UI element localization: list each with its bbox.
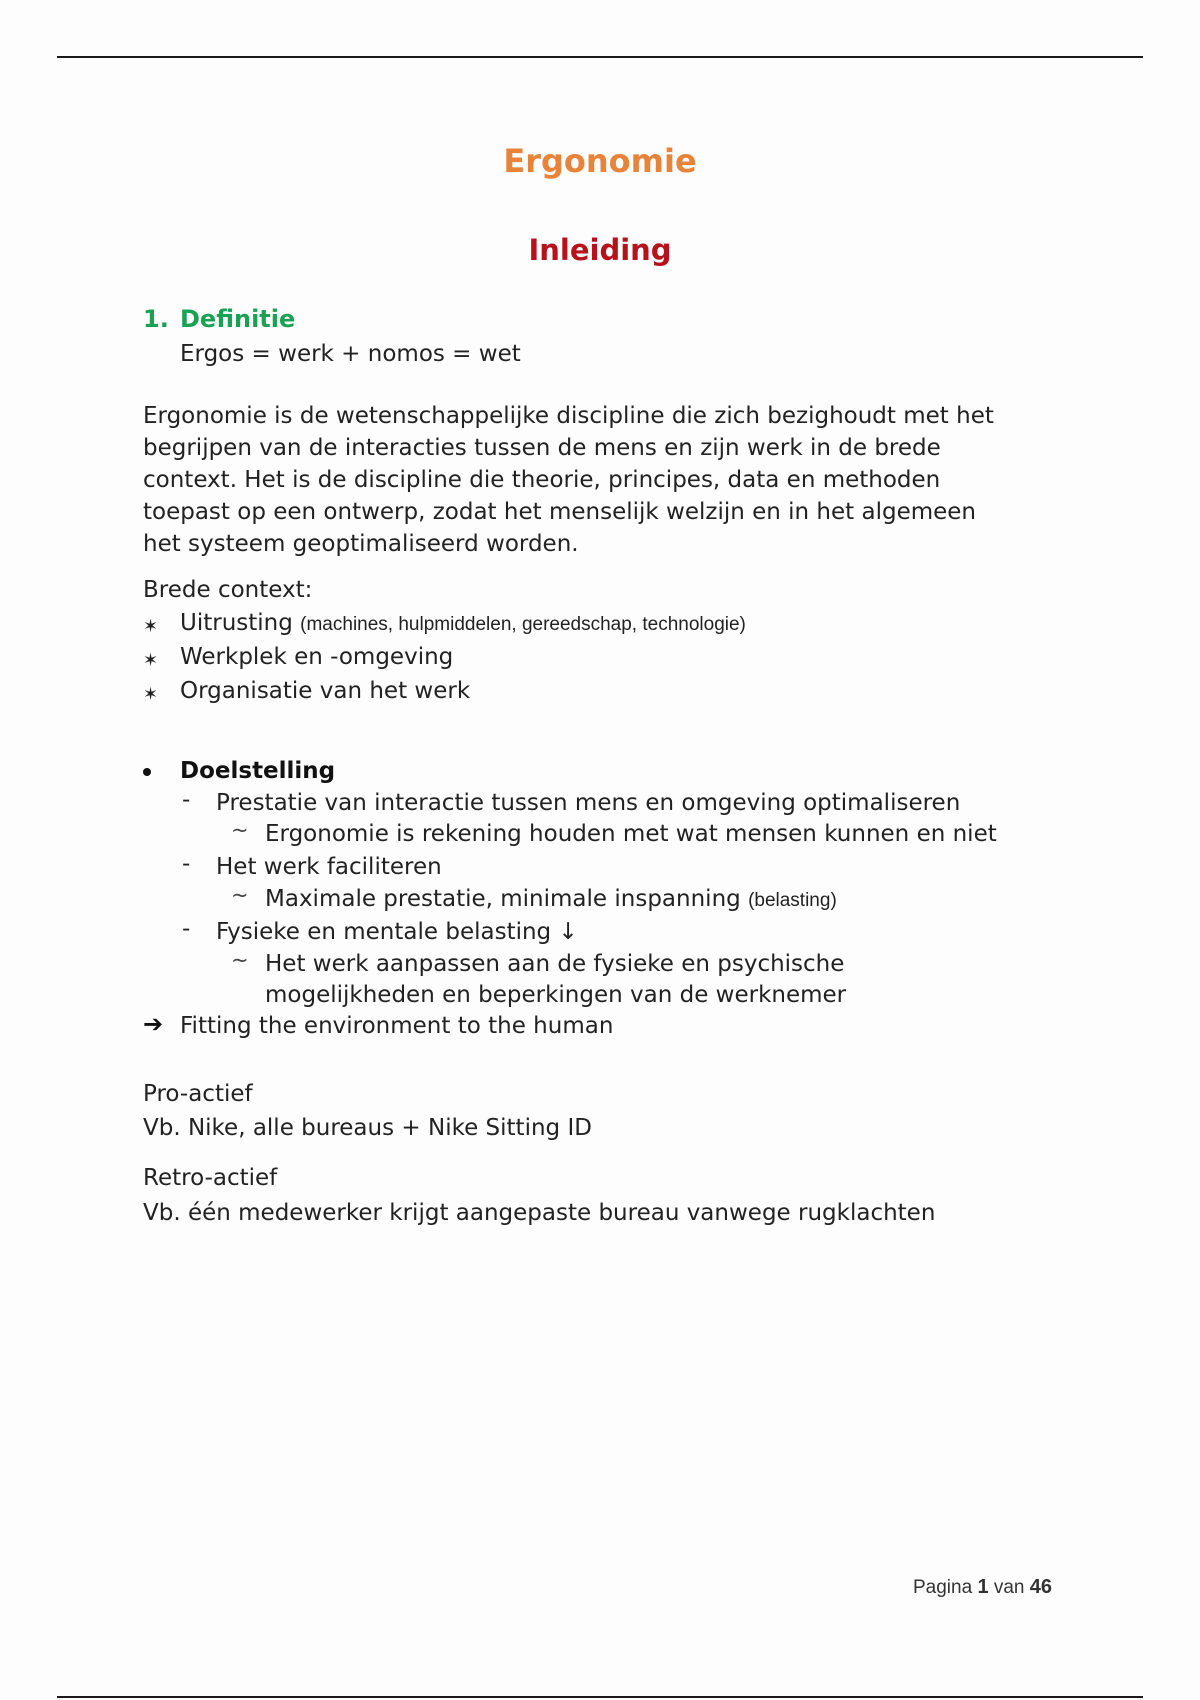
paragraph-line: context. Het is de discipline die theorie, principes, data en methoden xyxy=(143,467,941,493)
context-item-note: (machines, hulpmiddelen, gereedschap, technologie) xyxy=(300,614,746,635)
retroactive-example: Vb. één medewerker krijgt aangepaste bureau vanwege rugklachten xyxy=(143,1200,936,1226)
goal-subitem xyxy=(265,883,837,917)
tilde-bullet-icon: ~ xyxy=(231,818,249,842)
star-bullet-icon: ✶ xyxy=(143,684,159,705)
paragraph-line: begrijpen van de interacties tussen de mens en zijn werk in de brede xyxy=(143,435,941,461)
page-number xyxy=(913,1576,1052,1599)
goal-conclusion: Fitting the environment to the human xyxy=(180,1013,614,1039)
tilde-bullet-icon: ~ xyxy=(231,883,249,907)
paragraph-line: toepast op een ontwerp, zodat het menselijk welzijn en in het algemeen xyxy=(143,499,976,525)
current-page: 1 xyxy=(977,1576,989,1598)
goal-item: Fysieke en mentale belasting ↓ xyxy=(216,919,578,945)
context-item xyxy=(180,641,453,673)
etymology-line: Ergos = werk + nomos = wet xyxy=(180,341,521,367)
section-number: 1. xyxy=(143,305,169,333)
section-heading: Definitie xyxy=(180,305,296,333)
top-rule xyxy=(57,56,1143,58)
paragraph-line: het systeem geoptimaliseerd worden. xyxy=(143,531,579,557)
goal-subitem: Ergonomie is rekening houden met wat mensen kunnen en niet xyxy=(265,821,997,847)
goal-subitem-text: Maximale prestatie, minimale inspanning xyxy=(265,886,741,912)
paragraph-line: Ergonomie is de wetenschappelijke discipline die zich bezighoudt met het xyxy=(143,403,994,429)
tilde-bullet-icon: ~ xyxy=(231,948,249,972)
total-pages: 46 xyxy=(1029,1576,1053,1598)
star-bullet-icon: ✶ xyxy=(143,616,159,637)
definition-paragraph xyxy=(143,400,1063,560)
goal-subitem-note: (belasting) xyxy=(748,890,837,911)
dash-bullet-icon: - xyxy=(182,916,191,942)
goal-item: Prestatie van interactie tussen mens en omgeving optimaliseren xyxy=(216,790,961,816)
proactive-label: Pro-actief xyxy=(143,1081,253,1107)
retroactive-label: Retro-actief xyxy=(143,1165,278,1191)
context-item-text: Werkplek en -omgeving xyxy=(180,644,454,670)
star-bullet-icon: ✶ xyxy=(143,650,159,671)
dash-bullet-icon: - xyxy=(182,787,191,813)
dash-bullet-icon: - xyxy=(182,851,191,877)
bottom-rule xyxy=(57,1696,1143,1698)
context-item xyxy=(180,607,746,641)
document-title: Ergonomie xyxy=(503,142,697,180)
context-item xyxy=(180,675,470,707)
section-subtitle: Inleiding xyxy=(528,233,672,267)
goal-heading: Doelstelling xyxy=(180,758,336,784)
goal-item: Het werk faciliteren xyxy=(216,854,442,880)
bullet-dot-icon xyxy=(143,768,151,776)
proactive-example: Vb. Nike, alle bureaus + Nike Sitting ID xyxy=(143,1115,592,1141)
context-item-text: Uitrusting xyxy=(180,610,293,636)
page-prefix: Pagina xyxy=(913,1577,973,1598)
context-label: Brede context: xyxy=(143,577,313,603)
page-middle: van xyxy=(993,1577,1025,1598)
arrow-right-icon: ➔ xyxy=(143,1010,164,1038)
goal-subitem: Het werk aanpassen aan de fysieke en psychische xyxy=(265,951,845,977)
goal-subitem: mogelijkheden en beperkingen van de werknemer xyxy=(265,982,847,1008)
context-item-text: Organisatie van het werk xyxy=(180,678,471,704)
